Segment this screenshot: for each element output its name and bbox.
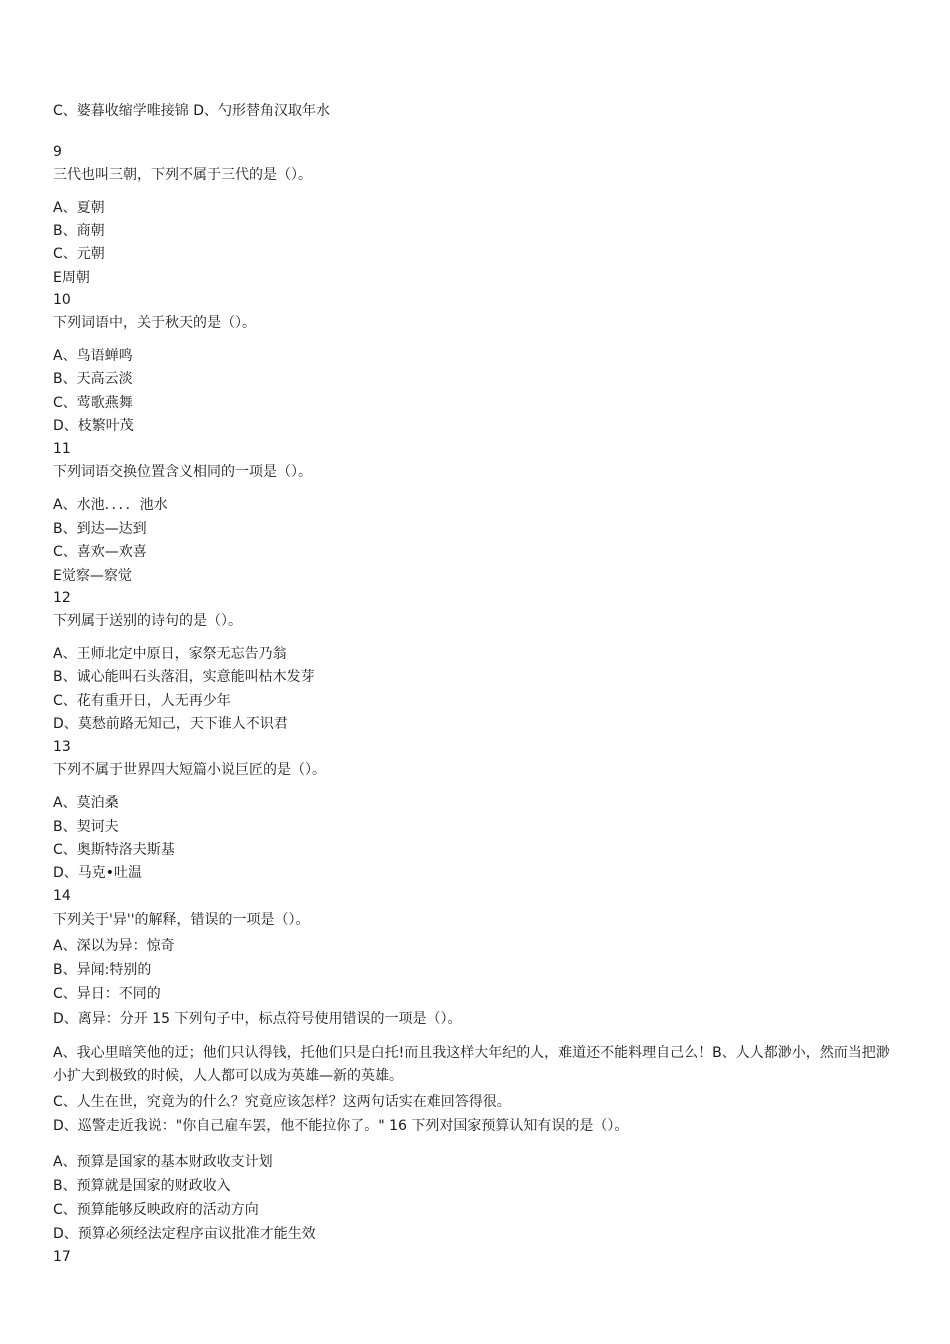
option-c: C、预算能够反映政府的活动方向 (53, 1202, 259, 1218)
option-c: C、莺歌燕舞 (53, 395, 133, 411)
option-c: C、元朝 (53, 246, 105, 262)
question-number: 11 (53, 441, 71, 457)
question-number: 9 (53, 144, 62, 160)
option-a: A、王师北定中原日，家祭无忘告乃翁 (53, 646, 287, 662)
question-number: 12 (53, 590, 71, 606)
option-c: C、花有重开日，人无再少年 (53, 693, 231, 709)
option-d: D、预算必须经法定程序亩议批准才能生效 (53, 1226, 316, 1242)
question-text: 下列关于'异''的解释，错误的一项是（）。 (53, 912, 310, 928)
option-a: A、鸟语蝉鸣 (53, 348, 133, 364)
option-d: D、离异：分开 15 下列句子中，标点符号使用错误的一项是（）。 (53, 1011, 462, 1027)
option-d: E周朝 (53, 270, 90, 286)
option-line: C、婆暮收缩学唯接锦 D、勺形替角汉取年水 (53, 103, 331, 119)
option-a: A、预算是国家的基本财政收支计划 (53, 1154, 273, 1170)
question-number: 14 (53, 888, 71, 904)
question-options-paragraph: A、我心里暗笑他的迂；他们只认得钱，托他们只是白托!而且我这样大年纪的人，难道还不能料理自己么！B、人人都渺小，然而当把渺小扩大到极致的时候，人人都可以成为英雄—新的英雄。 (53, 1045, 890, 1084)
question-text: 下列属于送别的诗句的是（）。 (53, 613, 242, 629)
question-number: 17 (53, 1249, 71, 1265)
option-a: A、莫泊桑 (53, 795, 119, 811)
option-b: B、商朝 (53, 223, 105, 239)
question-number: 13 (53, 739, 71, 755)
option-d: E觉察—察觉 (53, 568, 132, 584)
option-b: B、契诃夫 (53, 819, 119, 835)
question-number: 10 (53, 292, 71, 308)
option-b: B、诚心能叫石头落泪，实意能叫枯木发芽 (53, 669, 315, 685)
option-a: A、夏朝 (53, 200, 105, 216)
option-c: C、喜欢—欢喜 (53, 544, 147, 560)
option-d: D、马克•吐温 (53, 865, 143, 881)
option-a: A、水池．．．．池水 (53, 497, 168, 513)
option-b: B、异闻:特别的 (53, 962, 152, 978)
option-d: D、莫愁前路无知己，天下谁人不识君 (53, 716, 288, 732)
option-b: B、到达—达到 (53, 521, 147, 537)
option-c: C、奥斯特洛夫斯基 (53, 842, 175, 858)
option-c: C、人生在世，究竟为的什么？究竟应该怎样？这两句话实在难回答得很。 (53, 1094, 511, 1110)
question-text: 下列词语交换位置含义相同的一项是（）。 (53, 464, 312, 480)
option-d: D、枝繁叶茂 (53, 418, 134, 434)
option-c: C、异日：不同的 (53, 986, 161, 1002)
option-b: B、天高云淡 (53, 371, 133, 387)
question-text: 下列不属于世界四大短篇小说巨匠的是（）。 (53, 762, 326, 778)
option-b: B、预算就是国家的财政收入 (53, 1178, 231, 1194)
option-a: A、深以为异：惊奇 (53, 938, 175, 954)
option-d: D、巡警走近我说："你自己雇车罢，他不能拉你了。" 16 下列对国家预算认知有误的是（）。 (53, 1118, 629, 1134)
question-text: 三代也叫三朝，下列不属于三代的是（）。 (53, 167, 312, 183)
question-text: 下列词语中，关于秋天的是（）。 (53, 315, 256, 331)
